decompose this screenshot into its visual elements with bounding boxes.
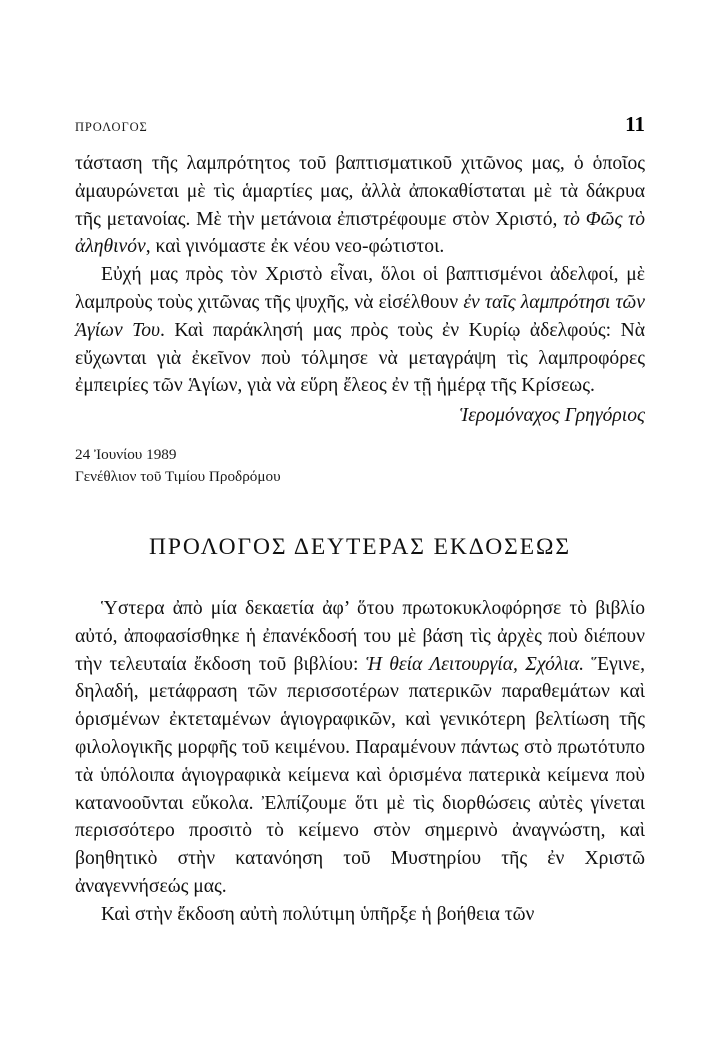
paragraph-prayer (75, 261, 645, 400)
text-run: Καὶ στὴν ἔκδοση αὐτὴ πολύτιμη ὑπῆρξε ἡ βοήθεια τῶν (101, 903, 535, 925)
dateline (75, 444, 645, 488)
signature-line: Ἱερομόναχος Γρηγόριος (459, 405, 645, 427)
text-run: Εὐχή μας πρὸς τὸν Χριστὸ εἶναι, ὅλοι οἱ βαπτισμένοι ἀδελφοί, μὲ λαμπροὺς τοὺς χιτῶνας τῆς ψυχῆς, νὰ εἰσέλθουν (75, 264, 645, 313)
dateline-date: 24 Ἰουνίου 1989 (75, 445, 177, 463)
running-head-title: ΠΡΟΛΟΓΟΣ (75, 120, 148, 134)
italic-run: ἐν ταῖς λαμπρότησι τῶν Ἁγίων Του (75, 291, 645, 341)
page-number: 11 (625, 112, 645, 136)
text-run: τάσταση τῆς λαμπρότητος τοῦ βαπτισματικοῦ χιτῶνος μας, ὁ ὁποῖος ἀμαυρώνεται μὲ τὶς ἁμαρτίες μας, ἀλλὰ ἀποκαθίσταται μὲ τὰ δάκρυα τῆς μετανοίας. Μὲ τὴν μετάνοια ἐπιστρέφουμε στὸν Χριστό, (75, 153, 645, 230)
first-section (75, 150, 645, 488)
italic-run: Ἡ θεία Λειτουργία, Σχόλια. (365, 653, 584, 675)
text-run: , καὶ γινόμαστε ἐκ νέου νεο-φώτιστοι. (145, 236, 445, 258)
text-block (75, 150, 645, 929)
paragraph-acknowledgements (75, 901, 645, 929)
italic-run: τὸ Φῶς τὸ ἀληθινόν (75, 208, 645, 258)
dateline-feast: Γενέθλιον τοῦ Τιμίου Προδρόμου (75, 467, 281, 485)
text-run: Ἕγινε, δηλαδή, μετάφραση τῶν περισσοτέρων πατερικῶν παραθεμάτων καὶ ὁρισμένων ἐκτεταμένων ἁγιογραφικῶν, καὶ γενικότερη βελτίωση τῆς φιλολογικῆς μορφῆς τοῦ κειμένου. Παραμένουν πάντως στὸ πρωτότυπο τὰ ὑπόλοιπα ἁγιογραφικὰ κείμενα καὶ ὁρισμένα πατερικὰ κείμενα ποὺ κατανοοῦνται εὔκολα. Ἐλπίζουμε ὅτι μὲ τὶς διορθώσεις αὐτὲς γίνεται περισσότερο προσιτὸ τὸ κείμενο στὸν σημερινὸ ἀναγνώστη, καὶ βοηθητικὸ στὴν κατανόηση τοῦ Μυστηρίου τῆς ἐν Χριστῶ ἀναγεννήσεώς μας. (75, 653, 645, 897)
section-heading: ΠΡΟΛΟΓΟΣ ΔΕΥΤΕΡΑΣ ΕΚΔΟΣΕΩΣ (149, 533, 571, 560)
paragraph-reedition (75, 595, 645, 901)
second-section (75, 595, 645, 929)
paragraph-continued (75, 150, 645, 261)
text-run: . Καὶ παράκλησή μας πρὸς τοὺς ἐν Κυρίῳ ἀδελφούς: Νὰ εὔχωνται γιὰ ἐκεῖνον ποὺ τόλμησε νὰ μεταγράψη τὶς λαμπροφόρες ἐμπειρίες τῶν Ἁγίων, γιὰ νὰ εὕρη ἔλεος ἐν τῇ ἡμέρᾳ τῆς Κρίσεως. (75, 319, 645, 397)
text-run: Ὑστερα ἀπὸ μία δεκαετία ἀφ’ ὅτου πρωτοκυκλοφόρησε τὸ βιβλίο αὐτό, ἀποφασίσθηκε ἡ ἐπανέκδοσή του μὲ βάση τὶς ἀρχὲς ποὺ διέπουν τὴν τελευταία ἔκδοση τοῦ βιβλίου: (75, 597, 645, 675)
running-head (75, 112, 645, 137)
